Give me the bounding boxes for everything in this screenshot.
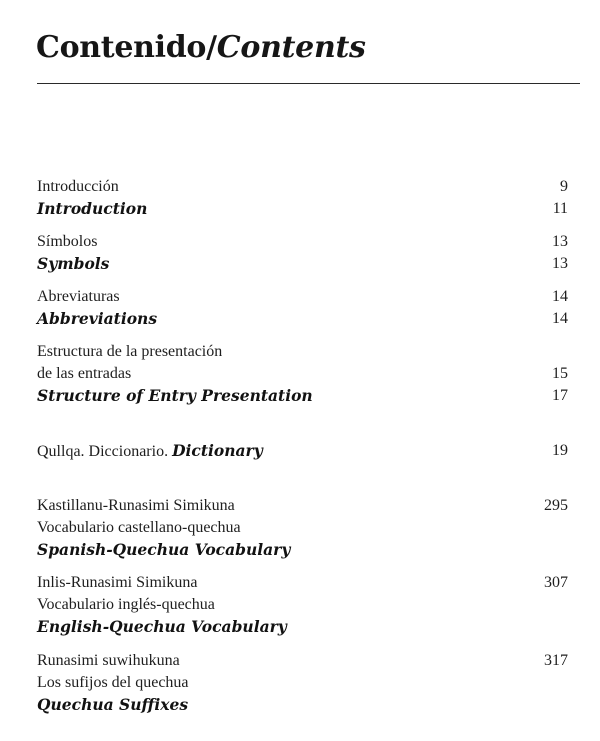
toc-line — [37, 286, 568, 308]
entry-title-spanish: Introducción — [37, 178, 119, 195]
page-number: 317 — [544, 652, 568, 669]
toc-entry-suffixes[interactable] — [37, 650, 568, 716]
entry-title-english: Symbols — [37, 254, 110, 273]
entry-title-spanish: Estructura de la presentación — [37, 343, 223, 360]
entry-title-quechua: Runasimi suwihukuna — [37, 652, 180, 669]
page-title — [36, 30, 366, 65]
entry-title-spanish: Los sufijos del quechua — [37, 674, 189, 691]
toc-line — [37, 363, 568, 385]
toc-line — [37, 650, 568, 672]
toc-line — [37, 594, 568, 616]
title-spanish: Contenido/ — [36, 30, 217, 65]
page-number: 14 — [552, 288, 568, 305]
entry-title — [37, 440, 263, 463]
toc-entry-dictionary[interactable] — [37, 440, 568, 462]
page-number: 11 — [552, 200, 568, 217]
toc-line — [37, 616, 568, 638]
toc-line — [37, 231, 568, 253]
page-number: 17 — [552, 387, 568, 404]
toc-line — [37, 253, 568, 275]
page-number: 13 — [552, 255, 568, 272]
page-number: 295 — [544, 497, 568, 514]
entry-title-english: English-Quechua Vocabulary — [37, 617, 287, 636]
toc-entry-introduction[interactable] — [37, 176, 568, 220]
toc-entry-structure[interactable] — [37, 341, 568, 407]
entry-title-spanish: Vocabulario inglés-quechua — [37, 596, 215, 613]
entry-title-english: Spanish-Quechua Vocabulary — [37, 540, 291, 559]
toc-entry-spanish-quechua[interactable] — [37, 495, 568, 561]
entry-title-english: Structure of Entry Presentation — [37, 386, 313, 405]
entry-title-spanish: de las entradas — [37, 365, 132, 382]
page-number: 307 — [544, 574, 568, 591]
toc-entry-symbols[interactable] — [37, 231, 568, 275]
page-number: 9 — [560, 178, 568, 195]
toc-entry-english-quechua[interactable] — [37, 572, 568, 638]
toc-line — [37, 672, 568, 694]
entry-title-quechua: Inlis-Runasimi Simikuna — [37, 574, 198, 591]
toc-line — [37, 694, 568, 716]
toc-line — [37, 517, 568, 539]
page-number: 13 — [552, 233, 568, 250]
entry-title-english: Dictionary — [172, 441, 263, 460]
toc-line — [37, 176, 568, 198]
entry-title-quechua: Kastillanu-Runasimi Simikuna — [37, 497, 235, 514]
entry-title-english: Abbreviations — [37, 309, 158, 328]
entry-title-spanish: Qullqa. Diccionario. — [37, 443, 173, 460]
toc-line — [37, 341, 568, 363]
title-english: Contents — [216, 30, 366, 65]
entry-title-english: Quechua Suffixes — [37, 695, 189, 714]
entry-title-english: Introduction — [37, 199, 148, 218]
toc-line — [37, 539, 568, 561]
page-number: 15 — [552, 365, 568, 382]
toc-line — [37, 572, 568, 594]
toc-line — [37, 440, 568, 462]
title-divider — [37, 83, 580, 84]
toc-line — [37, 495, 568, 517]
entry-title-spanish: Abreviaturas — [37, 288, 120, 305]
entry-title-spanish: Vocabulario castellano-quechua — [37, 519, 241, 536]
toc-line — [37, 385, 568, 407]
page-number: 14 — [552, 310, 568, 327]
toc-line — [37, 198, 568, 220]
entry-title-spanish: Símbolos — [37, 233, 98, 250]
page-number: 19 — [552, 442, 568, 459]
toc-entry-abbreviations[interactable] — [37, 286, 568, 330]
toc-line — [37, 308, 568, 330]
